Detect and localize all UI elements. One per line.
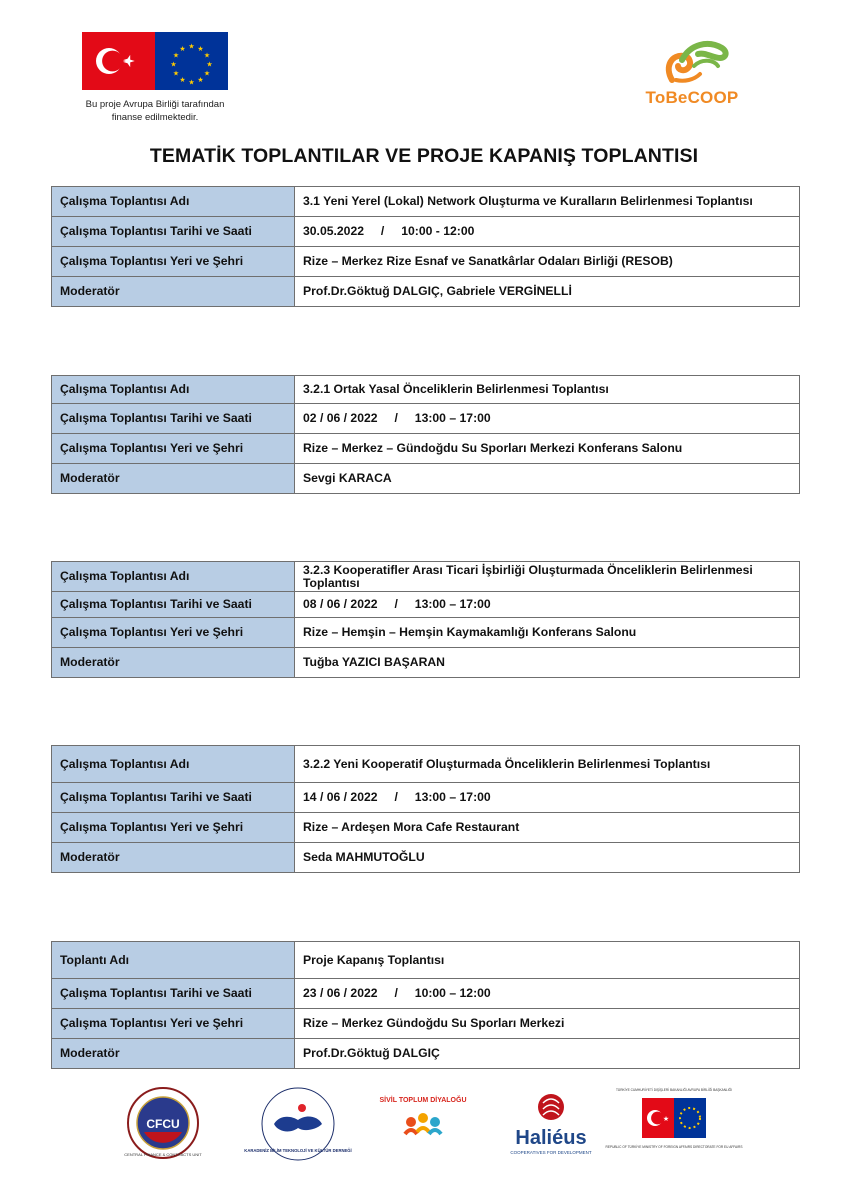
meeting-table-5: [51, 941, 800, 1069]
table-row: [52, 434, 800, 464]
cfcu-logo: [126, 1086, 200, 1160]
svg-text:★: ★: [170, 60, 177, 69]
karadeniz-logo: [244, 1086, 352, 1162]
row-label: Çalışma Toplantısı Yeri ve Şehri: [52, 434, 295, 464]
row-value: 14 / 06 / 2022 / 13:00 – 17:00: [295, 783, 800, 813]
svg-text:★: ★: [662, 1115, 670, 1123]
eu-funded-line2: finanse edilmektedir.: [111, 112, 199, 123]
tobecoop-wordmark: ToBeCOOP: [645, 88, 739, 107]
meeting-table-2: [51, 375, 800, 494]
svg-text:★: ★: [179, 45, 186, 53]
row-label: Çalışma Toplantısı Tarihi ve Saati: [52, 979, 295, 1009]
page-header: [0, 0, 848, 167]
karadeniz-text: KARADENİZ BİLİM TEKNOLOJİ VE KÜLTÜR DERNEĞİ: [244, 1148, 352, 1153]
row-label: Çalışma Toplantısı Yeri ve Şehri: [52, 1009, 295, 1039]
row-label: Çalışma Toplantısı Adı: [52, 376, 295, 404]
row-value: 02 / 06 / 2022 / 13:00 – 17:00: [295, 404, 800, 434]
table-row: [52, 942, 800, 979]
row-value: Sevgi KARACA: [295, 464, 800, 494]
row-value: Rize – Merkez – Gündoğdu Su Sporları Merkezi Konferans Salonu: [295, 434, 800, 464]
svg-text:★: ★: [206, 60, 213, 69]
halieus-text: Haliéus: [515, 1127, 587, 1149]
row-value: Rize – Merkez Rize Esnaf ve Sanatkârlar Odaları Birliği (RESOB): [295, 247, 800, 277]
row-value: Prof.Dr.Göktuğ DALGIÇ: [295, 1039, 800, 1069]
table-row: [52, 277, 800, 307]
row-value: Seda MAHMUTOĞLU: [295, 843, 800, 873]
svg-text:★: ★: [197, 76, 204, 84]
table-row: [52, 1039, 800, 1069]
sivil-toplum-logo: [379, 1088, 467, 1160]
row-value: Rize – Merkez Gündoğdu Su Sporları Merkezi: [295, 1009, 800, 1039]
row-label: Moderatör: [52, 843, 295, 873]
ministry-logo: [605, 1086, 743, 1160]
row-value: Prof.Dr.Göktuğ DALGIÇ, Gabriele VERGİNELLİ: [295, 277, 800, 307]
row-label: Çalışma Toplantısı Adı: [52, 187, 295, 217]
row-label: Moderatör: [52, 464, 295, 494]
row-value: 23 / 06 / 2022 / 10:00 – 12:00: [295, 979, 800, 1009]
row-label: Çalışma Toplantısı Yeri ve Şehri: [52, 618, 295, 648]
row-value: Proje Kapanış Toplantısı: [295, 942, 800, 979]
row-label: Moderatör: [52, 277, 295, 307]
row-value: 3.2.1 Ortak Yasal Önceliklerin Belirlenmesi Toplantısı: [295, 376, 800, 404]
row-label: Çalışma Toplantısı Tarihi ve Saati: [52, 783, 295, 813]
flags-logo: [82, 32, 228, 90]
eu-funded-line1: Bu proje Avrupa Birliği tarafından: [85, 99, 225, 110]
table-row: [52, 247, 800, 277]
partner-logos: [0, 1082, 848, 1162]
table-row: [52, 187, 800, 217]
row-label: Çalışma Toplantısı Yeri ve Şehri: [52, 247, 295, 277]
svg-text:★: ★: [203, 69, 211, 78]
meeting-table-4: [51, 745, 800, 873]
meeting-table-3: [51, 561, 800, 678]
row-label: Çalışma Toplantısı Tarihi ve Saati: [52, 404, 295, 434]
svg-text:★: ★: [203, 51, 211, 60]
table-row: [52, 618, 800, 648]
row-label: Moderatör: [52, 648, 295, 678]
row-label: Çalışma Toplantısı Adı: [52, 746, 295, 783]
row-label: Moderatör: [52, 1039, 295, 1069]
row-value: 3.2.3 Kooperatifler Arası Ticari İşbirliği Oluşturmada Önceliklerin Belirlenmesi Toplantısı: [295, 562, 800, 592]
table-row: [52, 783, 800, 813]
ministry-top: TÜRKİYE CUMHURİYETİ DIŞİŞLERİ BAKANLIĞI AVRUPA BİRLİĞİ BAŞKANLIĞI: [615, 1088, 733, 1092]
table-row: [52, 376, 800, 404]
halieus-logo: [506, 1090, 596, 1160]
svg-text:★: ★: [172, 69, 180, 78]
row-value: Rize – Ardeşen Mora Cafe Restaurant: [295, 813, 800, 843]
svg-text:★: ★: [172, 51, 180, 60]
row-label: Çalışma Toplantısı Adı: [52, 562, 295, 592]
table-row: [52, 813, 800, 843]
table-row: [52, 979, 800, 1009]
row-label: Toplantı Adı: [52, 942, 295, 979]
table-row: [52, 217, 800, 247]
row-value: 3.1 Yeni Yerel (Lokal) Network Oluşturma ve Kuralların Belirlenmesi Toplantısı: [295, 187, 800, 217]
svg-text:★: ★: [179, 76, 186, 84]
sivil-text: SİVİL TOPLUM DİYALOĞU: [379, 1097, 467, 1104]
cfcu-text: CFCU: [146, 1117, 180, 1131]
svg-text:★: ★: [188, 78, 195, 87]
svg-text:★: ★: [188, 42, 195, 51]
eu-flag-icon: [155, 32, 228, 90]
tobecoop-logo: [632, 36, 752, 112]
meeting-table-1: [51, 186, 800, 307]
row-value: Rize – Hemşin – Hemşin Kaymakamlığı Konferans Salonu: [295, 618, 800, 648]
cfcu-ring-text: CENTRAL FINANCE & CONTRACTS UNIT: [124, 1152, 202, 1157]
table-row: [52, 562, 800, 592]
table-row: [52, 1009, 800, 1039]
row-value: Tuğba YAZICI BAŞARAN: [295, 648, 800, 678]
table-row: [52, 404, 800, 434]
halieus-sub: COOPERATIVES FOR DEVELOPMENT: [510, 1150, 592, 1155]
row-label: Çalışma Toplantısı Tarihi ve Saati: [52, 217, 295, 247]
ministry-bottom: REPUBLIC OF TÜRKİYE MINISTRY OF FOREIGN AFFAIRS DIRECTORATE FOR EU AFFAIRS: [605, 1145, 743, 1149]
table-row: [52, 464, 800, 494]
tobecoop-hands-icon: [632, 36, 752, 92]
table-row: [52, 648, 800, 678]
table-row: [52, 843, 800, 873]
row-label: Çalışma Toplantısı Tarihi ve Saati: [52, 592, 295, 618]
row-value: 30.05.2022 / 10:00 - 12:00: [295, 217, 800, 247]
row-value: 08 / 06 / 2022 / 13:00 – 17:00: [295, 592, 800, 618]
row-label: Çalışma Toplantısı Yeri ve Şehri: [52, 813, 295, 843]
turkey-flag-icon: [82, 32, 155, 90]
table-row: [52, 746, 800, 783]
eu-funded-note: [70, 98, 240, 124]
table-row: [52, 592, 800, 618]
page-title: TEMATİK TOPLANTILAR VE PROJE KAPANIŞ TOPLANTISI: [149, 145, 699, 167]
row-value: 3.2.2 Yeni Kooperatif Oluşturmada Önceliklerin Belirlenmesi Toplantısı: [295, 746, 800, 783]
svg-text:★: ★: [197, 45, 204, 53]
